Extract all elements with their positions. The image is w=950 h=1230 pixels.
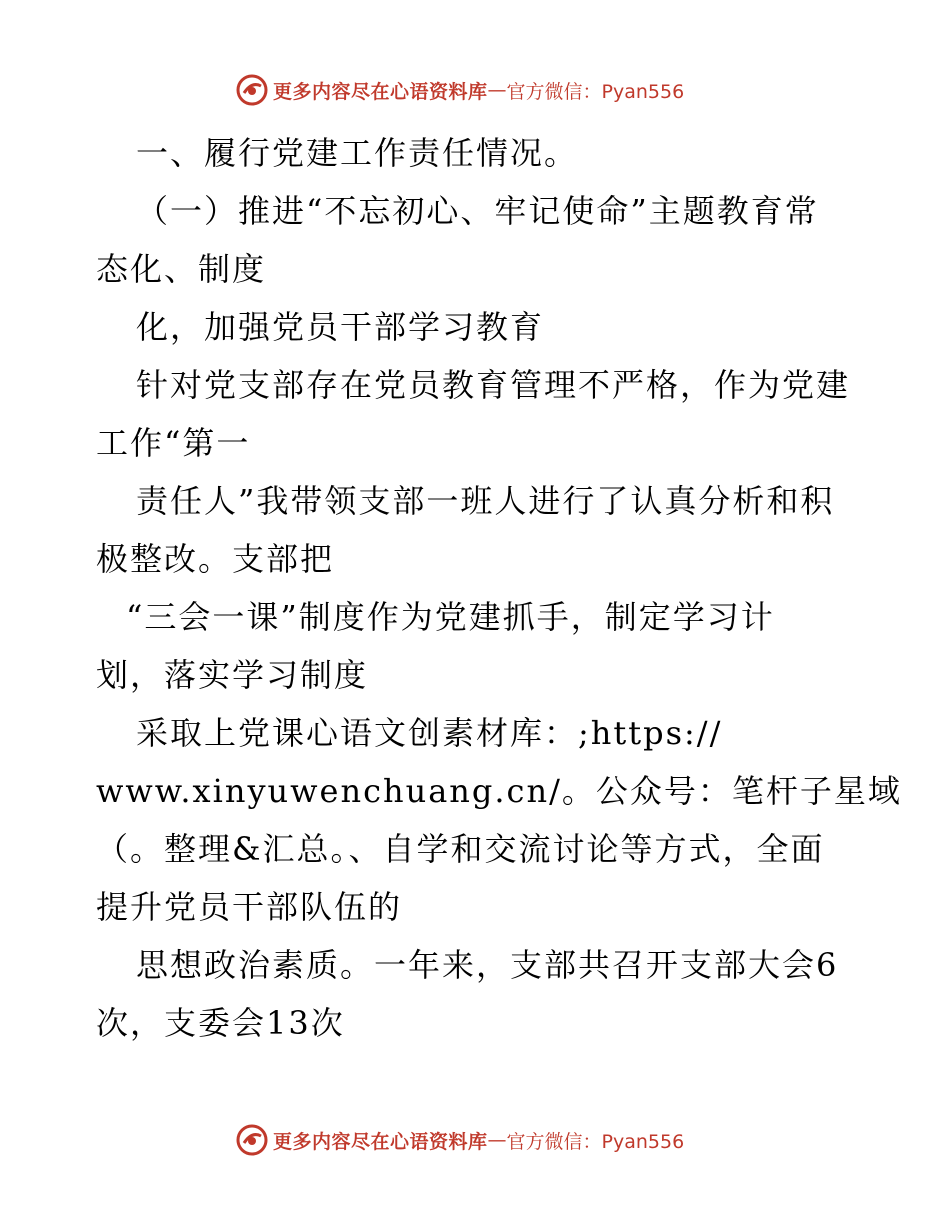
body-line: 极整改。支部把	[96, 540, 335, 578]
body-line: 次，支委会13次	[96, 1004, 345, 1042]
banner-dash: —	[487, 1129, 507, 1151]
header-watermark-banner	[235, 72, 684, 108]
brand-logo-icon	[235, 1123, 269, 1157]
document-body	[96, 124, 902, 1052]
section-heading: 一、履行党建工作责任情况。	[136, 134, 579, 172]
body-line: 工作“第一	[96, 424, 251, 462]
body-line: 思想政治素质。一年来，支部共召开支部大会6	[136, 946, 839, 984]
body-line: 化，加强党员干部学习教育	[136, 308, 545, 346]
banner-wechat-text: 官方微信：Pyan556	[506, 80, 685, 103]
body-line: “三会一课”制度作为党建抓手，制定学习计	[126, 598, 775, 636]
body-line: 责任人”我带领支部一班人进行了认真分析和积	[136, 482, 835, 520]
body-line: 提升党员干部队伍的	[96, 888, 403, 926]
body-line: 针对党支部存在党员教育管理不严格，作为党建	[136, 366, 851, 404]
banner-main-text: 更多内容尽在心语资料库	[273, 1130, 488, 1153]
body-line: （一）推进“不忘初心、牢记使命”主题教育常	[136, 192, 819, 230]
footer-watermark-banner	[235, 1122, 684, 1158]
body-line: 态化、制度	[96, 250, 267, 288]
body-line: 采取上党课心语文创素材库：;https://	[136, 714, 723, 752]
banner-dash: —	[487, 79, 507, 101]
banner-main-text: 更多内容尽在心语资料库	[273, 80, 488, 103]
body-line: 划，落实学习制度	[96, 656, 369, 694]
body-line: （。整理&汇总。、自学和交流讨论等方式，全面	[96, 830, 825, 868]
brand-logo-icon	[235, 73, 269, 107]
body-line: www.xinyuwenchuang.cn/。公众号：笔杆子星域	[96, 772, 902, 810]
banner-wechat-text: 官方微信：Pyan556	[506, 1130, 685, 1153]
